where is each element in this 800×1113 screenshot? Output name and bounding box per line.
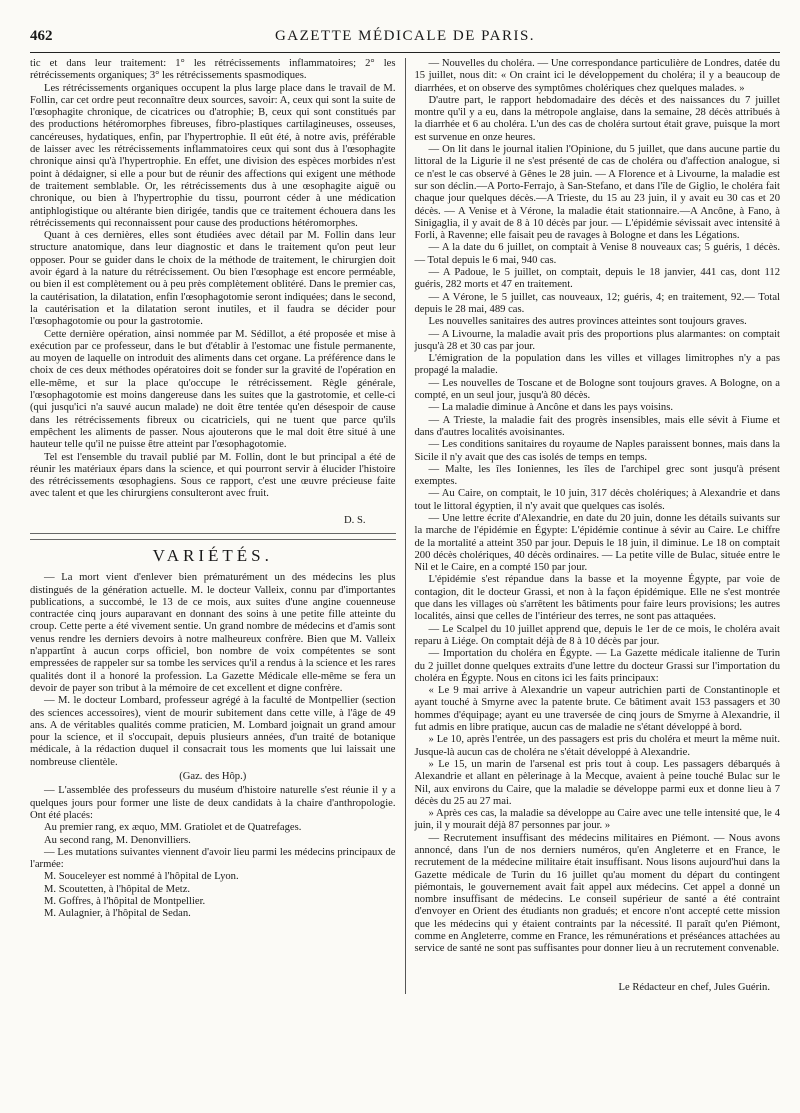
page-number: 462 bbox=[30, 28, 53, 44]
candidate-line: Au second rang, M. Denonvilliers. bbox=[44, 834, 191, 846]
journal-title: GAZETTE MÉDICALE DE PARIS. bbox=[274, 28, 536, 44]
right-paragraph: — Le Scalpel du 10 juillet apprend que, depuis le 1er de ce mois, le choléra avait reparu à Liége. On comptait déjà de 8 à 10 décès par jour. bbox=[414, 623, 780, 647]
section-divider bbox=[30, 533, 396, 535]
right-paragraph: » Le 15, un marin de l'arsenal est pris tout à coup. Les passagers débarqués à Alexandrie et allant en pèlerinage à la Mecque, avaient à peine touché Bulac sur le Nil, aux environs du Caire, que la maladie se développe parmi eux et donne lieu à 7 décès du 25 au 27 mai. bbox=[414, 758, 780, 807]
left-paragraph: Quant à ces dernières, elles sont étudiées avec détail par M. Follin dans leur structure anatomique, dans leur diagnostic et dans le traitement qu'on peut leur opposer. Pour se guider dans le choix de la méthode de traitement, le chirurgien doit avoir égard à la nature du rétrécissement. Ou bien l'œsophage est encore perméable, ou bien il est complètement ou à peu près complètement oblitéré. Dans le premier cas, la cautérisation, la dilatation, enfin l'œsophagotomie seront indiquées; dans le second, la cautérisation et la dilatation seront inutiles, et il faudra se décider pour l'œsophagotomie ou pour la gastrotomie. bbox=[30, 230, 396, 328]
candidate-line: Au premier rang, ex æquo, MM. Gratiolet et de Quatrefages. bbox=[44, 822, 302, 834]
right-paragraph: — Recrutement insuffisant des médecins militaires en Piémont. — Nous avons annoncé, dans l'un de nos derniers numéros, qu'en Angleterre et en France, le recrutement de la médecine militaire était insuffisant. Nous lisons aujourd'hui dans la Gazette médicale de Turin du 16 juillet qu'au moment du départ du contingent piémontais, le gouvernement avait fait appel aux médecins. Cet appel a donné un nombre insuffisant de médecins. Le conseil supérieur de santé a été contraint d'envoyer en Orient des étudiants non gradués; et encore n'ont accepté cette mission que les médecins qui y étaient contraints par la nécessité. Il paraît qu'en Piémont, comme en Angleterre, comme en France, les rémunérations et préséances attachées au service de santé ne sont pas suffisantes pour donner lieu à un recrutement convenable. bbox=[414, 832, 780, 955]
source-citation: (Gaz. des Hôp.) bbox=[179, 771, 247, 783]
left-paragraph: Cette dernière opération, ainsi nommée par M. Sédillot, a été proposée et mise à exécution par ce professeur, dans le but d'établir à l'estomac une fistule permanente, au moyen de laquelle on introduit des aliments dans cet organe. La préférence dans le choix de ces deux méthodes opératoires doit se fonder sur la gravité de l'opération en elle-même, et sur la place qu'occupe le rétrécissement. Règle générale, l'œsophagotomie est moins dangereuse dans les suites que la gastrotomie, et celle-ci (qui jusqu'ici n'a sauvé aucun malade) ne doit être tentée qu'en désespoir de cause dans les rétrécissements fibreux ou cicatriciels, qui ne tuent que parce qu'ils empêchent les aliments de passer. Nous ajouterons que le mal doit être situé à une hauteur telle qu'il ne puisse être atteint par l'œsophagotomie. bbox=[30, 328, 396, 451]
right-column bbox=[406, 58, 781, 994]
right-paragraph: — A la date du 6 juillet, on comptait à Venise 8 nouveaux cas; 5 guéris, 1 décès. — Total depuis le 6 mai, 940 cas. bbox=[414, 242, 780, 266]
running-header bbox=[30, 28, 780, 50]
section-divider bbox=[30, 539, 396, 540]
section-heading-varietes: VARIÉTÉS. bbox=[152, 545, 273, 565]
right-paragraph: — A Trieste, la maladie fait des progrès insensibles, mais elle sévit à Fiume et dans d'autres localités avoisinantes. bbox=[414, 414, 780, 438]
right-paragraph: — On lit dans le journal italien l'Opinione, du 5 juillet, que dans aucune partie du littoral de la Ligurie il ne s'est présenté de cas de choléra ou d'affection analogue, si ce n'est le cas observé à Gênes le 28 juin. — A Florence et à Livourne, la maladie est sur son déclin.—A Porto-Ferrajo, à San-Stefano, et dans l'île de Giglio, le choléra fait chaque jour quelques décès.—A Trieste, du 15 au 23 juin, il y avait eu 30 cas et 20 décès. — A Venise et à Vérone, la maladie était stationnaire.—A Ancône, à Fano, à Sinigaglia, il y avait de 8 à 10 décès par jour. — L'épidémie sévissait avec intensité à Forli, à Ravenne; elle faisait peu de ravages à Bologne et dans les Légations. bbox=[414, 144, 780, 242]
right-paragraph: — Malte, les îles Ioniennes, les îles de l'archipel grec sont jusqu'à présent exemptes. bbox=[414, 463, 780, 488]
header-rule bbox=[30, 52, 780, 53]
right-paragraph: — La maladie diminue à Ancône et dans les pays voisins. bbox=[428, 402, 673, 414]
mutation-line: M. Goffres, à l'hôpital de Montpellier. bbox=[44, 896, 206, 907]
right-paragraph: L'épidémie s'est répandue dans la basse et la moyenne Égypte, par voie de contagion, dit le docteur Grassi, et non à la façon épidémique. Elle ne s'est montrée que dans les villages où s'arrêtent les bâtiments pour faire leurs provisions; les autres localités, ainsi que celles de l'intérieur des terres, ne sont pas attaquées. bbox=[414, 574, 780, 623]
right-paragraph: — Les conditions sanitaires du royaume de Naples paraissent bonnes, mais dans la Sicile il n'y avait que des cas isolés de temps en temps. bbox=[414, 439, 780, 463]
left-paragraph: Les rétrécissements organiques occupent la plus large place dans le travail de M. Follin, car cet ordre peut reconnaître deux sources, savoir: A, ceux qui sont la suite de l'œsophagite chronique, de cicatrices ou d'atrophie; B, ceux qui sont constitués par des productions hétéromorphes fibreuses, fibro-plastiques cartilagineuses, osseuses, cancéreuses, hydatiques, enfin, par l'hypertrophie. Il eût été, à notre avis, préférable de laisser avec les rétrécissements inflammatoires ceux qui sont dus à l'œsophagite chronique ainsi qu'à l'hypertrophie. En effet, une division des espèces morbides n'est point à dédaigner, si elle a pour but de réunir des affections qui exigent une méthode de traitement semblable. Or, les rétrécissements dus à une œsophagite aiguë ou chronique, ou bien à l'hypertrophie du tissu, pourront céder à une médication antiphlogistique ou altérante bien dirigée, tandis que ce traitement échouera dans les rétrécissements qui reconnaissent pour cause des productions hétéromorphes. bbox=[30, 82, 396, 229]
editor-signature: Le Rédacteur en chef, Jules Guérin. bbox=[618, 981, 770, 993]
right-paragraph: — Importation du choléra en Égypte. — La Gazette médicale italienne de Turin du 2 juillet donne quelques extraits d'une lettre du docteur Grassi sur l'importation du choléra en Égypte. Nous en citons ici les faits principaux: bbox=[414, 648, 780, 684]
varietes-paragraph: — La mort vient d'enlever bien prématurément un des médecins les plus distingués de la génération actuelle. M. le docteur Valleix, connu par d'importantes publications, a succombé, le 13 de ce mois, aux suites d'une angine couenneuse contractée cinq jours auparavant en donnant des soins à une petite fille atteinte du croup. Cette perte a été vivement sentie. Un grand nombre de médecins et d'amis sont venus rendre les derniers devoirs à notre malheureux confrère. Bien que M. Valleix n'appartînt à aucun corps officiel, bon nombre de voix compétentes se sont empressées de rappeler sur sa tombe les services qu'il a rendus à la science et les rares qualités dont il a honoré la profession. La Gazette Médicale elle-même se fera un devoir de payer son tribut à la mémoire de cet excellent et digne confrère. bbox=[30, 572, 396, 694]
right-paragraph: » Après ces cas, la maladie sa développe au Caire avec une telle intensité que, le 4 juin, il y mourait déjà 87 personnes par jour. » bbox=[414, 808, 780, 832]
left-column bbox=[30, 58, 406, 994]
mutations-paragraph: — Les mutations suivantes viennent d'avoir lieu parmi les médecins principaux de l'armée: bbox=[30, 846, 396, 871]
right-paragraph: — Une lettre écrite d'Alexandrie, en date du 20 juin, donne les détails suivants sur la marche de l'épidémie en Égypte: L'épidémie continue à sévir au Caire. Le chiffre de la mortalité a atteint 350 par jour. Depuis le 18 juin, il diminue. Le 18 on comptait 200 décès cholériques, 40 décès ordinaires. — La petite ville de Bulac, située entre le Nil et le Caire, en a compté 150 par jour. bbox=[414, 512, 780, 574]
mutation-line: M. Aulagnier, à l'hôpital de Sedan. bbox=[44, 908, 191, 920]
two-column-body bbox=[30, 58, 780, 994]
mutation-line: M. Souceleyer est nommé à l'hôpital de Lyon. bbox=[44, 871, 239, 883]
right-paragraph: — A Livourne, la maladie avait pris des proportions plus alarmantes: on comptait jusqu'à 28 et 30 cas par jour. bbox=[414, 328, 780, 352]
right-paragraph: — A Padoue, le 5 juillet, on comptait, depuis le 18 janvier, 441 cas, dont 112 guéris, 282 morts et 47 en traitement. bbox=[414, 267, 780, 291]
mutation-line: M. Scoutetten, à l'hôpital de Metz. bbox=[44, 883, 191, 895]
museum-paragraph: — L'assemblée des professeurs du muséum d'histoire naturelle s'est réunie il y a quelques jours pour former une liste de deux candidats à la chaire d'anthropologie. Ont été placés: bbox=[30, 785, 396, 821]
varietes-paragraph: — M. le docteur Lombard, professeur agrégé à la faculté de Montpellier (section des sciences accessoires), vient de mourir subitement dans cette ville, à l'âge de 49 ans. A de véritables qualités comme praticien, M. Lombard joignait un grand amour pour la science, et il s'occupait, depuis plusieurs années, d'un traité de botanique médicale, à la rédaction duquel il consacrait tous les moments que lui laissait une nombreuse clientèle. bbox=[30, 695, 396, 768]
right-paragraph: — Les nouvelles de Toscane et de Bologne sont toujours graves. A Bologne, on a compté, en un seul jour, jusqu'à 80 décès. bbox=[414, 377, 780, 402]
review-signature: D. S. bbox=[344, 514, 366, 526]
left-paragraph: Tel est l'ensemble du travail publié par M. Follin, dont le but principal a été de réunir les matériaux épars dans la science, et qui pourront servir à élucider l'histoire des rétrécissements œsophagiens. Sous ce rapport, c'est une œuvre précieuse faite avec talent et que les chirurgiens consulteront avec fruit. bbox=[30, 451, 396, 500]
right-paragraph: — A Vérone, le 5 juillet, cas nouveaux, 12; guéris, 4; en traitement, 92.— Total depuis le 28 mai, 489 cas. bbox=[414, 291, 780, 315]
right-paragraph: — Nouvelles du choléra. — Une correspondance particulière de Londres, datée du 15 juillet, nous dit: « On craint ici le développement du choléra; il y a beaucoup de diarrhées, et on observe des symptômes cholériques chez quelques malades. » bbox=[414, 58, 780, 94]
right-paragraph: D'autre part, le rapport hebdomadaire des décès et des naissances du 7 juillet montre qu'il y a eu, dans la métropole anglaise, dans la semaine, 28 décès attribués à la diarrhée et 6 au choléra. L'un des cas de choléra surtout était grave, puisque la mort est survenue en onze heures. bbox=[414, 94, 780, 143]
right-paragraph: Les nouvelles sanitaires des autres provinces atteintes sont toujours graves. bbox=[428, 316, 747, 328]
right-paragraph: » Le 10, après l'entrée, un des passagers est pris du choléra et meurt la même nuit. Jusque-là aucun cas de choléra ne s'était développé à Alexandrie. bbox=[414, 734, 780, 758]
right-paragraph: L'émigration de la population dans les villes et villages limitrophes n'y a pas propagé la maladie. bbox=[414, 353, 780, 377]
right-paragraph: — Au Caire, on comptait, le 10 juin, 317 décès cholériques; à Alexandrie et dans tout le littoral égyptien, il n'y avait que quelques cas isolés. bbox=[414, 488, 780, 512]
left-paragraph: tic et dans leur traitement: 1° les rétrécissements inflammatoires; 2° les rétrécissements organiques; 3° les rétrécissements spasmodiques. bbox=[30, 58, 396, 82]
right-paragraph: « Le 9 mai arrive à Alexandrie un vapeur autrichien parti de Constantinople et ayant touché à Smyrne avec la patente brute. Ce bâtiment avait 153 passagers et 30 hommes d'équipage; ayant eu une traversée de cinq jours de Smyrne à Alexandrie, il fut admis en libre pratique, aucun cas de maladie ne s'étant développé à bord. bbox=[414, 685, 780, 734]
